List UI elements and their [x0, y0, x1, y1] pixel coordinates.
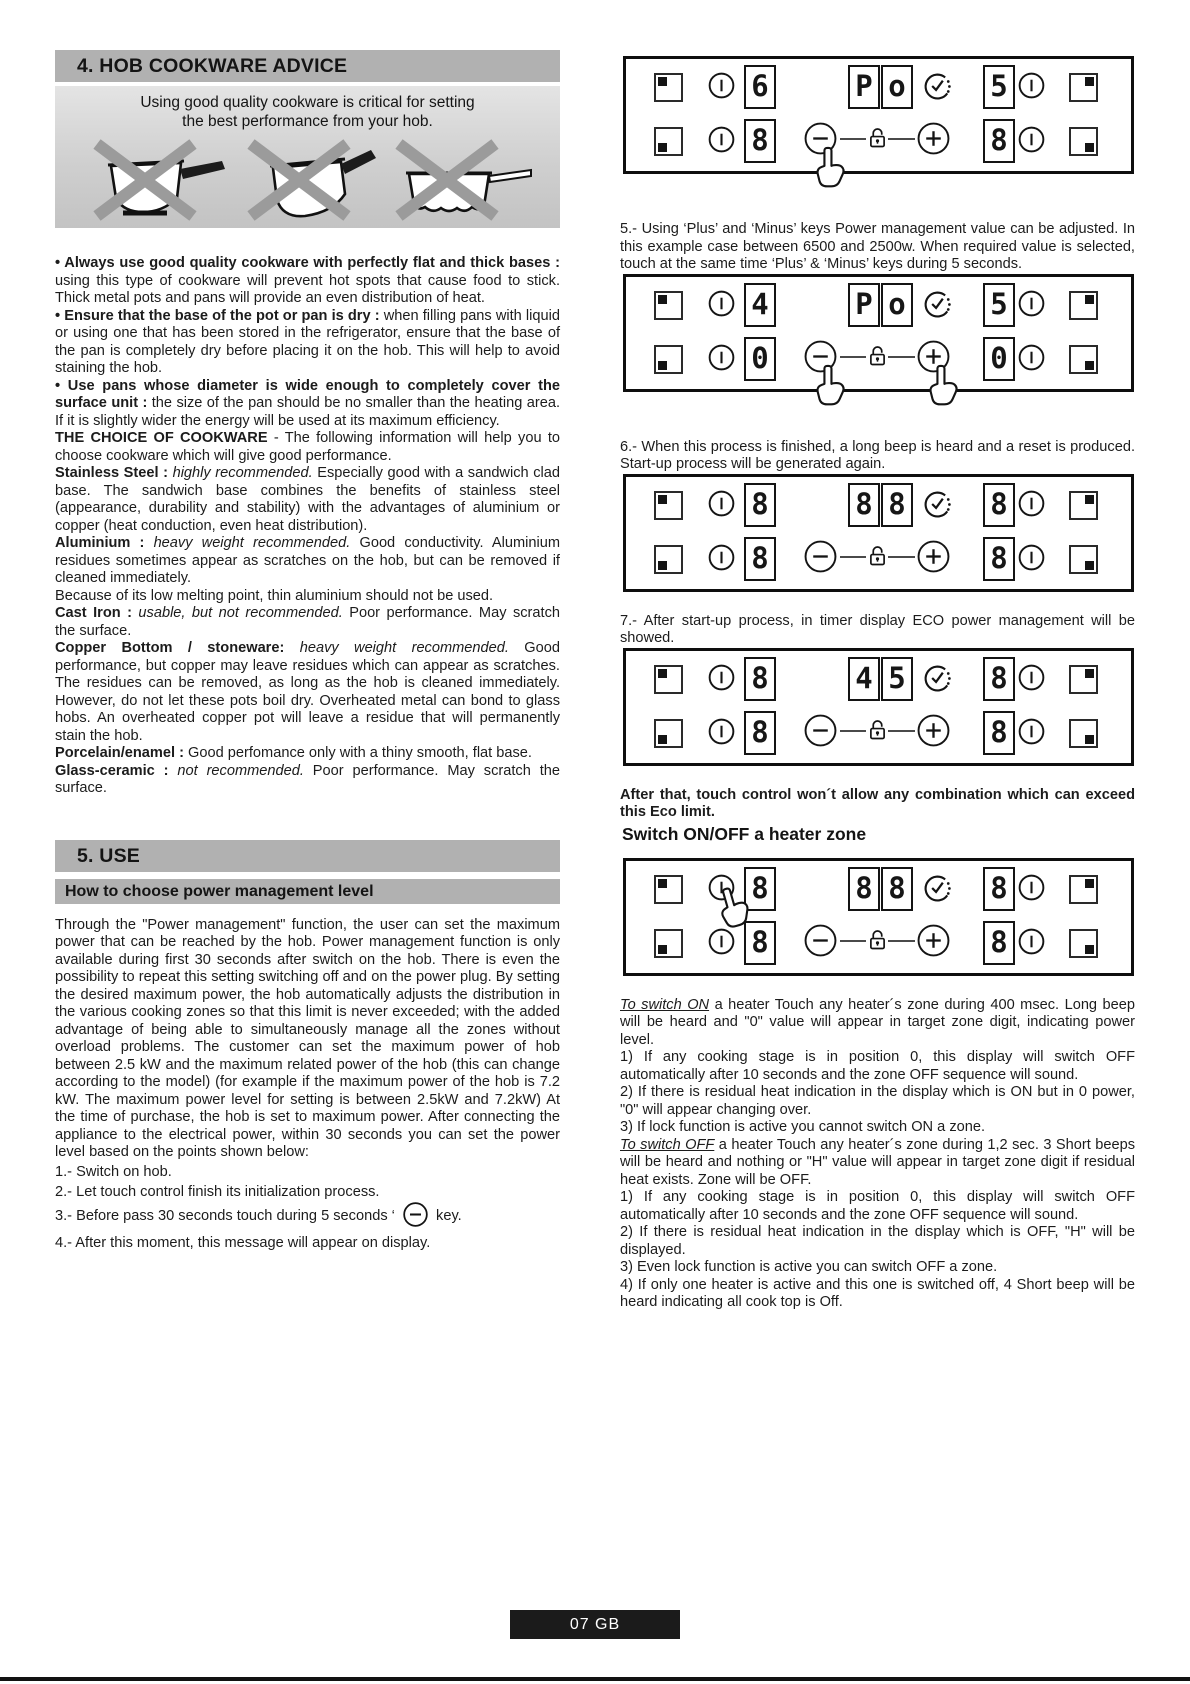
- bullet-base-dry: [55, 308, 560, 378]
- text-run: Because of its low melting point, thin aluminium should not be used.: [55, 587, 494, 604]
- minus-key-icon: [804, 540, 837, 573]
- connector-line: [888, 940, 915, 942]
- zone-dot: [1085, 735, 1094, 744]
- text-run: Especially good with a sandwich clad base. The sandwich base combines the benefits of stainless steel (appearance, durability and stability) with the advantages of aluminium or copper (heat conduction, even heat distribution).: [55, 465, 560, 534]
- text-run: Stainless Steel :: [55, 465, 173, 481]
- glass-ceramic-paragraph: [55, 763, 560, 798]
- lock-icon: [869, 127, 886, 149]
- connector-line: [840, 356, 866, 358]
- connector-line: [888, 556, 915, 558]
- power-key-icon: [1018, 718, 1045, 745]
- timer-display-digit-2: o: [881, 283, 913, 327]
- zone-indicator-front-left-icon: [654, 345, 683, 374]
- connector-line: [888, 138, 915, 140]
- power-management-paragraph: [55, 917, 560, 1162]
- bullet-pan-diameter: [55, 378, 560, 431]
- text-run: highly recommended.: [172, 465, 313, 481]
- power-key-icon: [1018, 928, 1045, 955]
- plus-key-icon: [917, 540, 950, 573]
- text-run: Cast Iron :: [55, 605, 139, 621]
- heater-display-front-left: 0: [744, 337, 776, 381]
- zone-dot: [658, 495, 667, 504]
- power-setup-steps: [55, 1162, 560, 1253]
- text-run: To switch OFF: [620, 1136, 715, 1153]
- step-2: [55, 1182, 560, 1202]
- zone-dot: [658, 143, 667, 152]
- zone-indicator-front-right-icon: [1069, 545, 1098, 574]
- text-run: 1.- Switch on hob.: [55, 1163, 172, 1180]
- cast-iron-paragraph: [55, 605, 560, 640]
- text-run: when filling pans with liquid or using one that has been stored in the refrigerator, ensure that the base of the pan is completely dry before placing it on the hob. This will help to avoid staining the hob.: [55, 307, 560, 376]
- power-key-icon: [708, 490, 735, 517]
- text-run: Through the "Power management" function, the user can set the maximum power that can be reached by the hob. Power management function is only available during first 30 seconds after switch on the hob. There is even the possibility to repeat this setting switching off and on the power plug. By setting the desired maximum power, the hob automatically adjusts the distribution in the various cooking zones so that this limit is never exceeded; with the added advantage of being able to simultaneously manage all the zones without overload problems. The customer can set the maximum power of hob between 2.5 kW and the maximum related power of the hob (this can change according to the model) (for example if the maximum power of the hob is 7.2 kW. The maximum power level for setting is between 2.5kW and 7.2kW) At the time of purchase, the hob is set to maximum power. After connecting the appliance to the electrical power, within 30 seconds you can set the power level based on the points shown below:: [55, 916, 560, 1160]
- minus-key-icon: [804, 924, 837, 957]
- zone-dot: [658, 879, 667, 888]
- minus-key-icon: [403, 1202, 428, 1233]
- lock-icon: [869, 929, 886, 951]
- power-key-icon: [1018, 126, 1045, 153]
- power-key-icon: [708, 718, 735, 745]
- timer-icon: [922, 489, 953, 520]
- copper-stoneware-paragraph: [55, 640, 560, 745]
- section-header-use: 5. USE: [55, 840, 560, 872]
- timer-display-digit-1: 8: [848, 867, 880, 911]
- zone-dot: [658, 669, 667, 678]
- zone-indicator-front-left-icon: [654, 127, 683, 156]
- crossed-pan-icon: [81, 132, 231, 227]
- banner-caption-line1: Using good quality cookware is critical for setting: [140, 94, 475, 111]
- text-run: • Use pans whose diameter is wide enough to completely cover the surface unit :: [55, 377, 560, 411]
- switch-off-note-3: 3) Even lock function is active you can switch OFF a zone.: [620, 1259, 998, 1275]
- zone-indicator-back-left-icon: [654, 665, 683, 694]
- zone-dot: [1085, 143, 1094, 152]
- switch-off-paragraph: [620, 1137, 1135, 1190]
- timer-display-digit-1: P: [848, 65, 880, 109]
- zone-indicator-front-right-icon: [1069, 719, 1098, 748]
- zone-indicator-back-right-icon: [1069, 73, 1098, 102]
- text-run: Glass-ceramic :: [55, 762, 178, 779]
- touch-control-panel-1: [623, 56, 1134, 174]
- zone-dot: [1085, 295, 1094, 304]
- touch-control-panel-2: [623, 274, 1134, 392]
- plus-key-icon: [917, 924, 950, 957]
- switch-off-note-2: 2) If there is residual heat indication in the display which is OFF, "H" will be displayed.: [620, 1224, 1135, 1258]
- porcelain-enamel-paragraph: [55, 745, 560, 763]
- crossed-pan-icon: [385, 132, 535, 227]
- minus-key-icon: [804, 714, 837, 747]
- timer-display-digit-1: 4: [848, 657, 880, 701]
- hand-pointer-icon: [810, 145, 847, 195]
- touch-control-panel-5: [623, 858, 1134, 976]
- text-run: THE CHOICE OF COOKWARE: [55, 430, 268, 446]
- switch-on-note-2: 2) If there is residual heat indication in the display which is ON but in 0 power, "0" will appear changing over.: [620, 1084, 1135, 1118]
- heater-display-front-left: 8: [744, 537, 776, 581]
- zone-dot: [1085, 561, 1094, 570]
- plus-key-icon: [917, 714, 950, 747]
- zone-dot: [1085, 361, 1094, 370]
- zone-dot: [1085, 77, 1094, 86]
- lock-icon: [869, 345, 886, 367]
- zone-dot: [658, 945, 667, 954]
- step-6: 6.- When this process is finished, a long beep is heard and a reset is produced. Start-up process will be generated again.: [620, 438, 1135, 472]
- banner-caption-line2: the best performance from your hob.: [182, 113, 433, 130]
- power-key-icon: [708, 344, 735, 371]
- plus-key-icon: [917, 122, 950, 155]
- zone-dot: [658, 361, 667, 370]
- heading-switch-on-off: Switch ON/OFF a heater zone: [622, 823, 867, 844]
- touch-control-panel-3: [623, 474, 1134, 592]
- text-run: a heater Touch any heater´s zone during 400 msec. Long beep will be heard and "0" value will appear in target zone digit, indicating power level.: [620, 996, 1135, 1048]
- zone-dot: [658, 561, 667, 570]
- text-run: To switch ON: [620, 996, 710, 1013]
- text-run: 4.- After this moment, this message will appear on display.: [55, 1234, 431, 1251]
- lock-icon: [869, 719, 886, 741]
- zone-indicator-front-right-icon: [1069, 127, 1098, 156]
- zone-indicator-back-right-icon: [1069, 491, 1098, 520]
- zone-indicator-back-left-icon: [654, 875, 683, 904]
- zone-indicator-front-right-icon: [1069, 345, 1098, 374]
- connector-line: [888, 730, 915, 732]
- heater-display-front-left: 8: [744, 711, 776, 755]
- text-run: the size of the pan should be no smaller than the heating area. If it is slightly wider the energy will be used at its maximum efficiency.: [55, 395, 560, 429]
- power-key-icon: [1018, 290, 1045, 317]
- zone-indicator-front-left-icon: [654, 929, 683, 958]
- cookware-quality-banner: [55, 86, 560, 228]
- hand-pointer-icon: [923, 363, 960, 413]
- text-run: • Always use good quality cookware with perfectly flat and thick bases :: [55, 255, 560, 271]
- zone-dot: [1085, 669, 1094, 678]
- power-key-icon: [708, 126, 735, 153]
- timer-display-digit-1: P: [848, 283, 880, 327]
- heater-display-back-left: 8: [744, 867, 776, 911]
- heater-display-back-right: 8: [983, 657, 1015, 701]
- text-run: usable, but not recommended.: [138, 605, 343, 621]
- power-key-icon: [1018, 664, 1045, 691]
- timer-display-digit-2: 8: [881, 483, 913, 527]
- heater-display-back-right: 8: [983, 867, 1015, 911]
- timer-display-digit-2: o: [881, 65, 913, 109]
- power-key-icon: [1018, 490, 1045, 517]
- text-run: • Ensure that the base of the pot or pan is dry :: [55, 307, 384, 324]
- zone-indicator-front-left-icon: [654, 719, 683, 748]
- zone-indicator-front-left-icon: [654, 545, 683, 574]
- zone-indicator-back-right-icon: [1069, 875, 1098, 904]
- timer-display-digit-2: 5: [881, 657, 913, 701]
- crossed-pan-icon: [233, 132, 383, 227]
- text-run: 2.- Let touch control finish its initialization process.: [55, 1183, 380, 1200]
- text-run: Poor performance. May scratch the surface.: [55, 762, 560, 796]
- page-number-badge: 07 GB: [510, 1610, 680, 1639]
- aluminium-paragraph: [55, 535, 560, 605]
- heater-display-back-right: 5: [983, 283, 1015, 327]
- timer-icon: [922, 289, 953, 320]
- left-column: [55, 50, 560, 1253]
- heater-display-back-left: 8: [744, 657, 776, 701]
- stainless-steel-paragraph: [55, 465, 560, 535]
- zone-dot: [1085, 945, 1094, 954]
- heater-display-front-right: 8: [983, 537, 1015, 581]
- power-key-icon: [708, 664, 735, 691]
- connector-line: [888, 356, 915, 358]
- page-bottom-rule: [0, 1677, 1190, 1681]
- text-run: not recommended.: [177, 762, 304, 779]
- text-run: 3.- Before pass 30 seconds touch during 5 seconds ‘: [55, 1207, 399, 1224]
- crossed-pans-illustration: [55, 132, 560, 227]
- lock-icon: [869, 545, 886, 567]
- heater-display-front-right: 0: [983, 337, 1015, 381]
- heater-display-back-left: 6: [744, 65, 776, 109]
- connector-line: [840, 940, 866, 942]
- timer-icon: [922, 873, 953, 904]
- heater-display-front-right: 8: [983, 119, 1015, 163]
- text-run: using this type of cookware will prevent hot spots that cause food to stick. Thick metal pots and pans will provide an even distribution of heat.: [55, 272, 560, 306]
- switch-off-note-4: 4) If only one heater is active and this one is switched off, 4 Short beep will be heard indicating all cook top is Off.: [620, 1276, 1135, 1310]
- section-header-hob-cookware-advice: 4. HOB COOKWARE ADVICE: [55, 50, 560, 82]
- zone-dot: [1085, 495, 1094, 504]
- connector-line: [840, 556, 866, 558]
- text-run: Good perfomance only with a thiny smooth, flat base.: [188, 745, 532, 761]
- text-run: Poor performance. May scratch the surface.: [55, 605, 560, 639]
- text-run: Aluminium :: [55, 535, 154, 551]
- switch-off-note-1: 1) If any cooking stage is in position 0, this display will switch OFF automatically after 10 seconds and the zone OFF sequence will sound.: [620, 1189, 1135, 1223]
- zone-indicator-back-left-icon: [654, 73, 683, 102]
- text-run: heavy weight recommended.: [299, 640, 509, 656]
- step-1: [55, 1162, 560, 1182]
- text-run: Copper Bottom / stoneware:: [55, 640, 300, 656]
- heater-display-back-left: 4: [744, 283, 776, 327]
- text-run: - The following information will help you to choose cookware which will give good performance.: [55, 430, 560, 464]
- text-run: a heater Touch any heater´s zone during 1,2 sec. 3 Short beeps will be heard and nothing or "H" value will appear in target zone digit if residual heat exists. Zone will be OFF.: [620, 1136, 1136, 1188]
- power-key-icon: [708, 72, 735, 99]
- zone-indicator-back-left-icon: [654, 491, 683, 520]
- choice-of-cookware-paragraph: [55, 430, 560, 465]
- zone-indicator-front-right-icon: [1069, 929, 1098, 958]
- text-run: heavy weight recommended.: [153, 535, 351, 551]
- zone-dot: [658, 77, 667, 86]
- switch-on-note-1: 1) If any cooking stage is in position 0, this display will switch OFF automatically after 10 seconds and the zone OFF sequence will sound.: [620, 1049, 1135, 1083]
- text-run: key.: [431, 1207, 462, 1224]
- power-key-icon: [1018, 874, 1045, 901]
- power-key-icon: [1018, 72, 1045, 99]
- switch-on-paragraph: [620, 997, 1135, 1050]
- step-3: [55, 1202, 560, 1233]
- power-key-icon: [1018, 344, 1045, 371]
- touch-control-panel-4: [623, 648, 1134, 766]
- power-key-icon: [708, 544, 735, 571]
- step-7: 7.- After start-up process, in timer display ECO power management will be showed.: [620, 612, 1135, 646]
- connector-line: [840, 730, 866, 732]
- heater-display-back-right: 8: [983, 483, 1015, 527]
- step-5: 5.- Using ‘Plus’ and ‘Minus’ keys Power management value can be adjusted. In this example case between 6500 and 2500w. When required value is selected, touch at the same time ‘Plus’ & ‘Minus’ keys during 5 seconds.: [620, 221, 1135, 272]
- hand-pointer-icon: [810, 363, 847, 413]
- zone-indicator-back-right-icon: [1069, 291, 1098, 320]
- switch-on-note-3: 3) If lock function is active you cannot switch ON a zone.: [620, 1119, 986, 1135]
- zone-dot: [658, 735, 667, 744]
- timer-icon: [922, 71, 953, 102]
- right-column: [620, 56, 1135, 1312]
- heater-display-back-left: 8: [744, 483, 776, 527]
- zone-indicator-back-left-icon: [654, 291, 683, 320]
- text-run: Porcelain/enamel :: [55, 745, 189, 761]
- zone-dot: [658, 295, 667, 304]
- connector-line: [840, 138, 866, 140]
- heater-display-front-left: 8: [744, 119, 776, 163]
- zone-indicator-back-right-icon: [1069, 665, 1098, 694]
- step-4: [55, 1233, 560, 1253]
- timer-icon: [922, 663, 953, 694]
- power-key-icon: [1018, 544, 1045, 571]
- heater-display-front-right: 8: [983, 921, 1015, 965]
- eco-limit-note: After that, touch control won´t allow any combination which can exceed this Eco limit.: [620, 786, 1135, 820]
- text-run: Good conductivity. Aluminium residues sometimes appear as scratches on the hob, but can be removed if cleaned immediately.: [55, 535, 561, 586]
- text-run: Good performance, but copper may leave residues which can appear as scratches. The residues can be removed, as long as the hob is cleaned immediately. However, do not let these pots boil dry. Overheated metal can bond to glass hobs. An overheated copper pot will leave a residue that will permanently stain the hob.: [55, 640, 560, 744]
- timer-display-digit-1: 8: [848, 483, 880, 527]
- zone-dot: [1085, 879, 1094, 888]
- heater-display-back-right: 5: [983, 65, 1015, 109]
- bullet-flat-thick-bases: [55, 255, 560, 308]
- timer-display-digit-2: 8: [881, 867, 913, 911]
- power-key-icon: [708, 290, 735, 317]
- heater-display-front-right: 8: [983, 711, 1015, 755]
- heater-display-front-left: 8: [744, 921, 776, 965]
- subsection-header-power-management: How to choose power management level: [55, 879, 560, 904]
